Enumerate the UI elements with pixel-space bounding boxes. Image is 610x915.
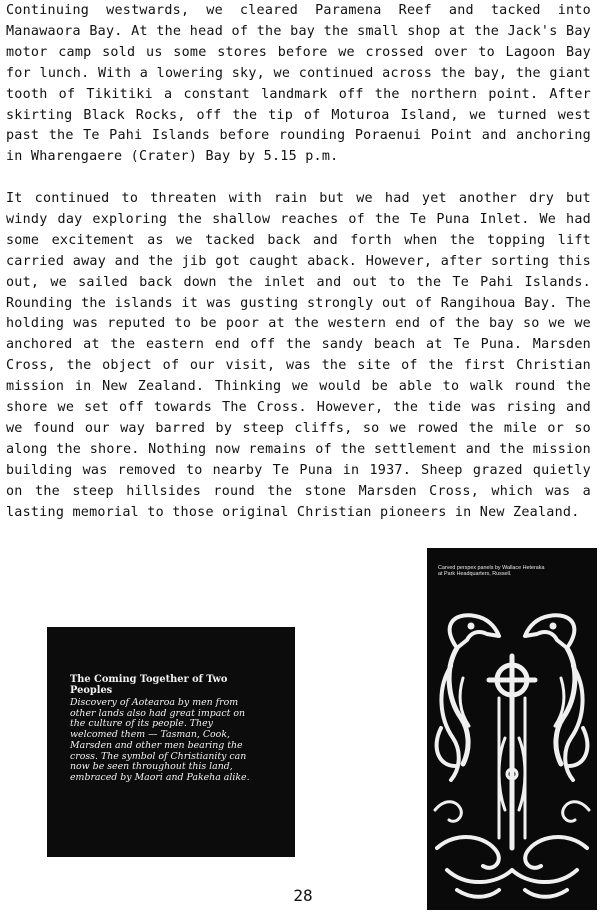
carved-figures-image [427,548,597,910]
info-panel-photo [47,627,295,857]
info-panel-text: Discovery of Aotearoa by men from other lands also had great impact on the culture of its people. They welcomed them — Tasman, Cook, Marsden and other men bearing the cross. The symbol of Christianity can now be seen throughout this land, embraced by Maori and Pakeha alike. [70,697,250,783]
paragraph-1: Continuing westwards, we cleared Paramena Reef and tacked into Manawaora Bay. At the head of the bay the small shop at the Jack's Bay motor camp sold us some stores before we crossed over to Lagoon Bay for lunch. With a lowering sky, we continued across the bay, the giant tooth of Tikitiki a constant landmark off the northern point. After skirting Black Rocks, off the tip of Moturoa Island, we turned west past the Te Pahi Islands before rounding Poraenui Point and anchoring in Wharengaere (Crater) Bay by 5.15 p.m. [6,3,591,165]
right-bird-figure [525,615,574,648]
left-bird-figure [450,615,499,648]
paragraph-2: It continued to threaten with rain but we had yet another dry but windy day exploring the shallow reaches of the Te Puna Inlet. We had some excitement as we tacked back and forth when the topping lift carried away and the jib got caught aback. However, after sorting this out, we sailed back down the inlet and out to the Te Pahi Islands. Rounding the islands it was gusting strongly out of Rangihoua Bay. The holding was reputed to be poor at the western end of the bay so we we anchored at the eastern end off the sandy beach at Te Puna. Marsden Cross, the object of our visit, was the site of the first Christian mission in New Zealand. Thinking we would be able to walk round the shore we set off towards The Cross. However, the tide was rising and we found our way barred by steep cliffs, so we rowed the mile or so along the shore. Nothing now remains of the settlement and the mission building was removed to nearby Te Puna in 1937. Sheep grazed quietly on the steep hillsides round the stone Marsden Cross, which was a lasting memorial to those original Christian pioneers in New Zealand. [6,191,591,520]
page-number: 28 [293,886,313,905]
carved-panel-caption: Carved perspex panels by Wallace Heteraka at Park Headquarters, Russell. [438,565,545,578]
celtic-cross [489,656,535,848]
info-panel-title: The Coming Together of Two Peoples [70,674,228,696]
carved-panel-photo [427,548,597,910]
